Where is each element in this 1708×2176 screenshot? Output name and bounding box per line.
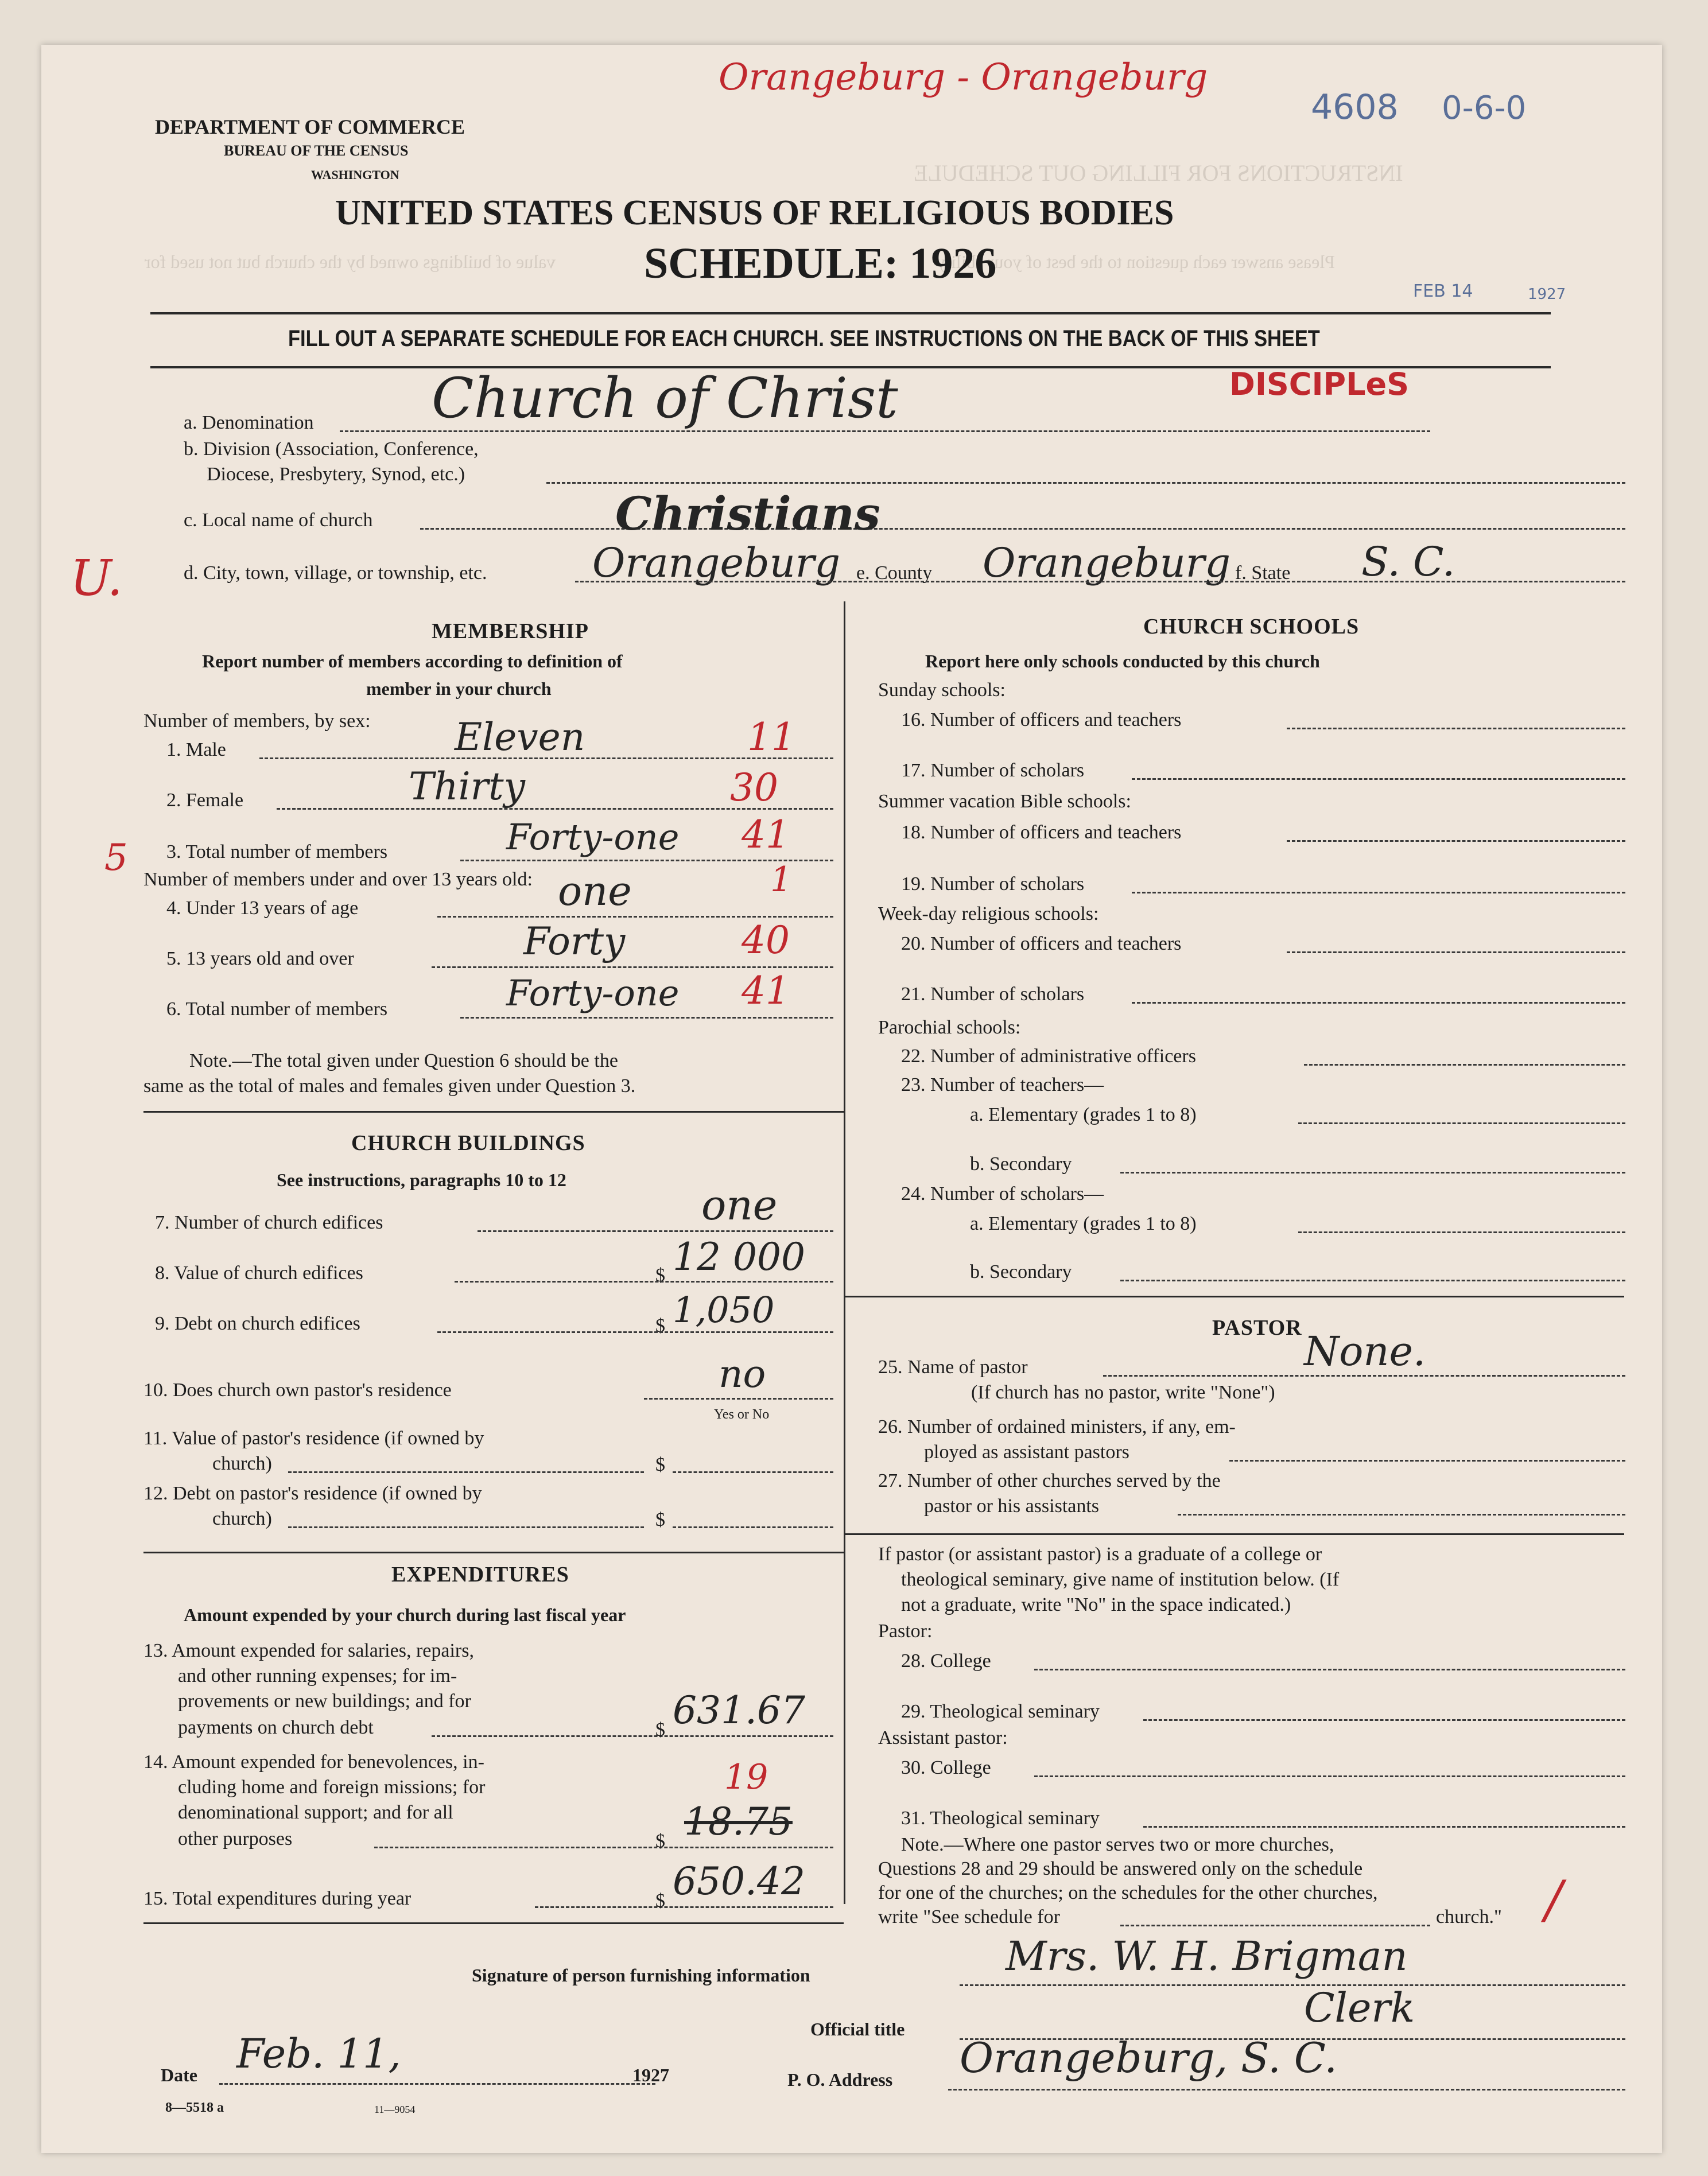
q17-label: 17. Number of scholars [901, 760, 1085, 781]
q8-line [455, 1281, 833, 1283]
red-check-mark: / [1545, 1870, 1563, 1930]
q5-13andover-number: 40 [742, 918, 790, 962]
q2-female-number: 30 [730, 766, 778, 810]
q23b-label: b. Secondary [970, 1153, 1072, 1175]
q9-debt-label: 9. Debt on church edifices [155, 1313, 360, 1334]
q30-line [1034, 1775, 1625, 1777]
graduate-note-1: If pastor (or assistant pastor) is a graduate of a college or [878, 1544, 1322, 1565]
members-by-age-label: Number of members under and over 13 years old: [143, 869, 533, 890]
parochial-schools-label: Parochial schools: [878, 1017, 1021, 1038]
q10-residence-label: 10. Does church own pastor's residence [143, 1380, 452, 1401]
q26-line [1229, 1460, 1625, 1462]
q15-dollar: $ [655, 1890, 665, 1911]
q5-13andover-label: 5. 13 years old and over [166, 948, 354, 969]
membership-note-2: same as the total of males and females given under Question 3. [143, 1075, 636, 1097]
q29-line [1143, 1719, 1625, 1721]
q25-pastor-name[interactable]: None. [1304, 1328, 1426, 1375]
q27-line [1178, 1514, 1625, 1516]
graduate-note-2: theological seminary, give name of institution below. (If [901, 1569, 1340, 1590]
pastor-note-4: write "See schedule for [878, 1906, 1060, 1928]
q18-label: 18. Number of officers and teachers [901, 822, 1182, 843]
division-label-2: Diocese, Presbytery, Synod, etc.) [207, 464, 465, 485]
pastor-rule [844, 1533, 1624, 1535]
q9-line [437, 1331, 833, 1333]
q29-label: 29. Theological seminary [901, 1701, 1100, 1722]
assistant-pastor-label: Assistant pastor: [878, 1727, 1008, 1748]
q16-line [1287, 728, 1625, 729]
date-year: 1927 [632, 2065, 669, 2085]
q14-label-2: cluding home and foreign missions; for [178, 1777, 486, 1798]
q11-label-1: 11. Value of pastor's residence (if owned by [143, 1428, 484, 1449]
bleed-through-text: Please answer each question to the best of your ability [937, 251, 1336, 272]
q14-dollar: $ [655, 1831, 665, 1852]
q17-line [1132, 778, 1625, 780]
q14-label-4: other purposes [178, 1828, 293, 1849]
state-value[interactable]: S. C. [1361, 538, 1455, 585]
q16-label: 16. Number of officers and teachers [901, 709, 1182, 730]
denomination-label: a. Denomination [184, 412, 314, 433]
q28-label: 28. College [901, 1650, 991, 1672]
county-value[interactable]: Orangeburg [983, 539, 1231, 586]
local-name-line [420, 528, 1625, 530]
q13-dollar: $ [655, 1719, 665, 1740]
q6-line [460, 1017, 833, 1019]
q11-label-2: church) [212, 1453, 272, 1474]
q5-line [432, 966, 833, 968]
received-year-stamp: 1927 [1528, 286, 1566, 303]
q24b-line [1120, 1280, 1625, 1281]
q7-edifices-value[interactable]: one [701, 1181, 778, 1229]
q25-hint: (If church has no pastor, write "None") [971, 1382, 1275, 1403]
q8-dollar: $ [655, 1265, 665, 1286]
q9-dollar: $ [655, 1315, 665, 1336]
graduate-note-3: not a graduate, write "No" in the space indicated.) [901, 1594, 1291, 1615]
q22-label: 22. Number of administrative officers [901, 1046, 1196, 1067]
q23a-line [1298, 1122, 1625, 1124]
q11-line [288, 1471, 644, 1473]
q31-label: 31. Theological seminary [901, 1808, 1100, 1829]
schools-rule [844, 1296, 1624, 1297]
sunday-schools-label: Sunday schools: [878, 679, 1006, 701]
q24a-line [1298, 1231, 1625, 1233]
q18-line [1287, 840, 1625, 842]
date-line [219, 2083, 655, 2085]
q15-total-amount[interactable]: 650.42 [673, 1859, 805, 1903]
margin-note-5: 5 [104, 837, 128, 879]
q25-line [1103, 1375, 1625, 1377]
membership-rule [143, 1111, 844, 1113]
q27-label-2: pastor or his assistants [924, 1495, 1100, 1517]
local-name-label: c. Local name of church [184, 510, 373, 531]
q12-amount-line [673, 1526, 833, 1528]
date-value[interactable]: Feb. 11, [236, 2030, 401, 2077]
q13-amount[interactable]: 631.67 [673, 1688, 805, 1732]
expenditures-rule [143, 1922, 844, 1924]
q22-line [1304, 1064, 1625, 1066]
handwritten-location-note: Orangeburg - Orangeburg [719, 56, 1208, 99]
q13-label-2: and other running expenses; for im- [178, 1665, 457, 1687]
membership-sub-2: member in your church [366, 678, 552, 699]
q7-line [478, 1230, 833, 1232]
buildings-heading: CHURCH BUILDINGS [351, 1131, 585, 1155]
official-title-value[interactable]: Clerk [1304, 1984, 1415, 2031]
pastor-heading: PASTOR [1212, 1316, 1302, 1340]
q15-total-label: 15. Total expenditures during year [143, 1888, 412, 1909]
pastor-note-3: for one of the churches; on the schedules for the other churches, [878, 1882, 1378, 1903]
q13-label-1: 13. Amount expended for salaries, repairs, [143, 1640, 474, 1661]
q13-label-4: payments on church debt [178, 1717, 374, 1738]
q1-male-words[interactable]: Eleven [455, 715, 585, 759]
separate-schedule-instruction: FILL OUT A SEPARATE SCHEDULE FOR EACH CHURCH. SEE INSTRUCTIONS ON THE BACK OF THIS SHEET [288, 326, 1320, 351]
margin-note-u: U. [70, 550, 123, 607]
q3-total-words[interactable]: Forty-one [506, 816, 680, 858]
q10-hint: Yes or No [714, 1407, 770, 1422]
header-rule-top [150, 312, 1551, 314]
schools-heading: CHURCH SCHOOLS [1143, 615, 1360, 639]
q26-label-2: ployed as assistant pastors [924, 1441, 1129, 1463]
local-name-value[interactable]: Christians [615, 487, 880, 541]
pastor-note-5: church." [1436, 1906, 1502, 1928]
q12-dollar: $ [655, 1509, 665, 1530]
q6-total-number: 41 [742, 969, 790, 1013]
denomination-value[interactable]: Church of Christ [432, 366, 898, 430]
q2-female-words[interactable]: Thirty [409, 764, 525, 809]
bureau-name: BUREAU OF THE CENSUS [224, 142, 409, 159]
q27-label-1: 27. Number of other churches served by the [878, 1470, 1221, 1491]
pastor-sub-label: Pastor: [878, 1621, 933, 1642]
q30-label: 30. College [901, 1757, 991, 1778]
q26-label-1: 26. Number of ordained ministers, if any, em- [878, 1416, 1236, 1437]
q4-under13-words[interactable]: one [558, 868, 632, 915]
county-label: e. County [856, 562, 933, 584]
received-date-stamp: FEB 14 [1413, 281, 1473, 301]
q23b-line [1120, 1172, 1625, 1174]
schools-sub: Report here only schools conducted by this church [925, 651, 1320, 671]
q2-female-label: 2. Female [166, 790, 244, 811]
q23-label: 23. Number of teachers— [901, 1074, 1104, 1095]
division-label-1: b. Division (Association, Conference, [184, 438, 479, 460]
file-number-stamp: 4608 [1311, 87, 1399, 127]
q19-label: 19. Number of scholars [901, 873, 1085, 895]
q4-under13-label: 4. Under 13 years of age [166, 897, 359, 919]
q12-label-2: church) [212, 1508, 272, 1529]
denomination-line [340, 430, 1430, 432]
weekday-schools-label: Week-day religious schools: [878, 903, 1099, 924]
summer-schools-label: Summer vacation Bible schools: [878, 791, 1131, 812]
city-label: d. City, town, village, or township, etc. [184, 562, 487, 584]
q15-line [535, 1906, 833, 1908]
q20-line [1287, 951, 1625, 953]
po-address-line [948, 2089, 1625, 2090]
q21-label: 21. Number of scholars [901, 984, 1085, 1005]
bleed-through-text: value of buildings owned by the church but not used for [145, 251, 556, 272]
q7-edifices-label: 7. Number of church edifices [155, 1212, 383, 1233]
q10-residence-value[interactable]: no [719, 1352, 766, 1396]
q5-13andover-words[interactable]: Forty [523, 919, 626, 963]
q25-label: 25. Name of pastor [878, 1357, 1028, 1378]
q11-amount-line [673, 1471, 833, 1473]
q1-male-label: 1. Male [166, 739, 226, 760]
q13-line [432, 1735, 833, 1737]
q23a-label: a. Elementary (grades 1 to 8) [970, 1104, 1197, 1125]
pastor-note-2: Questions 28 and 29 should be answered only on the schedule [878, 1858, 1363, 1879]
city-value[interactable]: Orangeburg [592, 539, 841, 586]
q14-label-1: 14. Amount expended for benevolences, in- [143, 1751, 484, 1773]
po-address-label: P. O. Address [787, 2069, 893, 2090]
bleed-through-text: INSTRUCTIONS FOR FILLING OUT SCHEDULE [914, 160, 1403, 186]
city-county-state-line [575, 581, 1625, 582]
q21-line [1132, 1002, 1625, 1004]
schedule-title: SCHEDULE: 1926 [644, 239, 997, 287]
expenditures-sub: Amount expended by your church during last fiscal year [184, 1604, 626, 1625]
form-number: 8—5518 a [165, 2100, 224, 2115]
q8-value-label: 8. Value of church edifices [155, 1262, 363, 1284]
q6-total-label: 6. Total number of members [166, 998, 388, 1020]
q24b-label: b. Secondary [970, 1261, 1072, 1283]
denomination-stamp: DISCIPLeS [1229, 366, 1410, 402]
buildings-rule [143, 1552, 844, 1553]
q9-debt-amount[interactable]: 1,050 [673, 1289, 775, 1331]
date-label: Date [161, 2065, 197, 2085]
census-schedule-sheet [41, 45, 1662, 2153]
q6-total-words[interactable]: Forty-one [506, 972, 680, 1014]
buildings-sub: See instructions, paragraphs 10 to 12 [277, 1169, 566, 1190]
expenditures-heading: EXPENDITURES [391, 1563, 569, 1587]
bureau-city: WASHINGTON [311, 168, 399, 182]
department-name: DEPARTMENT OF COMMERCE [155, 115, 465, 138]
q14-correction: 19 [724, 1757, 768, 1797]
pastor-note-1: Note.—Where one pastor serves two or more churches, [901, 1834, 1334, 1855]
q12-line [288, 1526, 644, 1528]
q3-total-number: 41 [742, 813, 790, 857]
members-by-sex-label: Number of members, by sex: [143, 710, 371, 732]
q28-line [1034, 1669, 1625, 1670]
classification-code: 0-6-0 [1442, 90, 1527, 127]
pastor-note-line [1120, 1925, 1430, 1926]
column-divider [844, 601, 845, 1904]
q8-value-amount[interactable]: 12 000 [673, 1235, 805, 1279]
signature-line [960, 1984, 1625, 1986]
q4-line [437, 916, 833, 918]
membership-sub-1: Report number of members according to definition of [202, 651, 623, 671]
official-title-label: Official title [810, 2019, 905, 2039]
membership-note-1: Note.—The total given under Question 6 should be the [189, 1050, 618, 1071]
state-label: f. State [1235, 562, 1291, 584]
signature-value[interactable]: Mrs. W. H. Brigman [1006, 1933, 1408, 1980]
q31-line [1143, 1826, 1625, 1828]
q14-line [374, 1847, 833, 1848]
q24-label: 24. Number of scholars— [901, 1183, 1104, 1204]
q14-amount[interactable]: 18.75 [684, 1800, 793, 1844]
q4-under13-number: 1 [770, 860, 793, 900]
q10-line [644, 1398, 833, 1400]
q20-label: 20. Number of officers and teachers [901, 933, 1182, 954]
q12-label-1: 12. Debt on pastor's residence (if owned by [143, 1483, 482, 1504]
q24a-label: a. Elementary (grades 1 to 8) [970, 1213, 1197, 1234]
signature-label: Signature of person furnishing information [472, 1965, 810, 1985]
q13-label-3: provements or new buildings; and for [178, 1691, 471, 1712]
po-address-value[interactable]: Orangeburg, S. C. [960, 2034, 1338, 2082]
q14-label-3: denominational support; and for all [178, 1802, 453, 1823]
form-title: UNITED STATES CENSUS OF RELIGIOUS BODIES [335, 193, 1174, 232]
division-line [546, 482, 1625, 484]
q1-male-number: 11 [747, 715, 795, 759]
q3-total-label: 3. Total number of members [166, 841, 388, 862]
q19-line [1132, 892, 1625, 893]
q11-dollar: $ [655, 1454, 665, 1475]
membership-heading: MEMBERSHIP [432, 619, 589, 643]
print-number: 11—9054 [374, 2104, 416, 2115]
